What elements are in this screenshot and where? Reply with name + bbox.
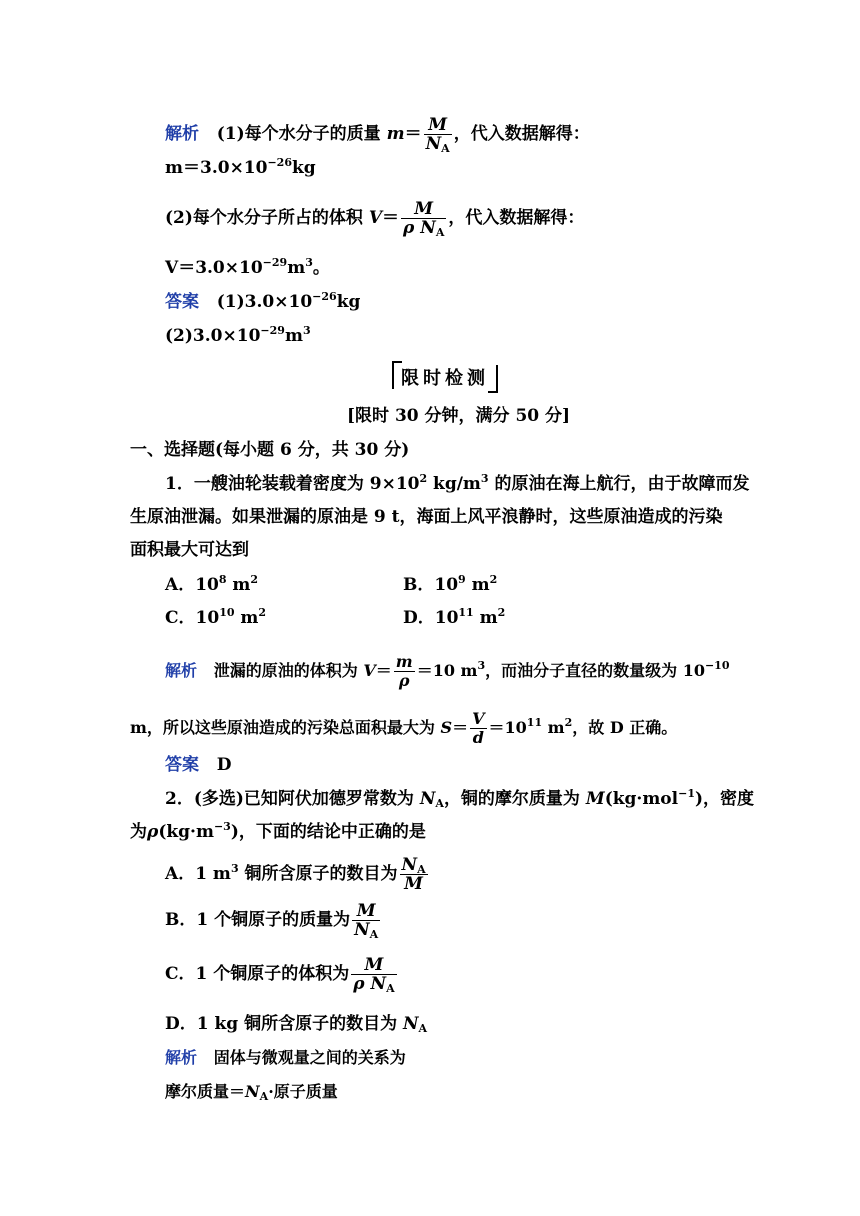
section-title-box — [392, 361, 498, 391]
time-limit: [限时 30 分钟，满分 50 分] — [347, 406, 571, 426]
q2-option-b: B．1 个铜原子的质量为 $\frac{M}{N_A}$ — [165, 901, 379, 941]
q1-line-2: 生原油泄漏。如果泄漏的原油是 9 t，海面上风平浪静时，这些原油造成的污染 — [130, 507, 723, 527]
q2-option-d: D．1 kg 铜所含原子的数目为 $N_A$ — [165, 1014, 428, 1035]
q2-option-c: C．1 个铜原子的体积为 $\frac{M}{\rho N_A}$ — [165, 955, 395, 995]
q1-line-3: 面积最大可达到 — [130, 540, 249, 560]
q2-line-2: 为$\rho(kg\cdot m^{-3})$，下面的结论中正确的是 — [130, 820, 426, 842]
part-heading: 一、选择题(每小题 6 分，共 30 分) — [130, 440, 410, 460]
fraction: $\frac{M}{\rho N_A}$ — [353, 955, 395, 995]
fraction: $\frac{N_A}{M}$ — [401, 855, 426, 894]
analysis-label: 解析 — [165, 661, 198, 680]
answer-1-line-1: 答案 $(1)3.0\times 10^{-26}kg$ — [165, 290, 361, 312]
q1-option-b: B．$10^9$ $m^2$ — [403, 573, 498, 595]
q2-analysis-line-1: 解析 固体与微观量之间的关系为 — [165, 1048, 406, 1067]
q2-analysis-line-2: 摩尔质量$=N_A\cdot$原子质量 — [165, 1082, 338, 1103]
fraction: $\frac{M}{N_A}$ — [354, 901, 379, 941]
section-title: 限时检测 — [401, 368, 489, 389]
fraction: $\frac{m}{\rho}$ — [395, 652, 413, 690]
answer-label: 答案 — [165, 755, 199, 775]
q1-option-d: D．$10^{11}$ $m^2$ — [403, 606, 506, 628]
analysis-label: 解析 — [165, 124, 199, 144]
q1-answer: 答案 D — [165, 755, 232, 775]
fraction: $\frac{M}{\rho N_A}$ — [403, 199, 445, 239]
analysis-1-line-2: (2)每个水分子所占的体积 V＝ $\frac{M}{\rho N_A}$ ，代入数据解得： — [165, 199, 585, 239]
fraction: $\frac{V}{d}$ — [472, 709, 485, 747]
q1-option-a: A．$10^8$ $m^2$ — [165, 573, 259, 595]
answer-label: 答案 — [165, 292, 199, 312]
analysis-1-result-1: $m=3.0\times 10^{-26}kg$ — [165, 156, 316, 178]
analysis-label: 解析 — [165, 1048, 198, 1067]
answer-1-line-2: $(2)3.0\times 10^{-29}m^3$ — [165, 324, 311, 346]
analysis-1-result-2: $V=3.0\times 10^{-29}m^3$。 — [165, 256, 330, 278]
q1-option-c: C．$10^{10}$ $m^2$ — [165, 606, 267, 628]
analysis-1-line-1: 解析 (1)每个水分子的质量 m＝ $\frac{M}{N_A}$ ，代入数据解得： — [165, 115, 590, 155]
q1-line-1: 1．一艘油轮装载着密度为 $9\times 10^2$ $kg/m^3$ 的原油在海上航行，由于故障而发 — [165, 472, 750, 494]
q1-analysis-line-1: 解析 泄漏的原油的体积为 V＝ $\frac{m}{\rho}$ ＝10 $m^3$，而油分子直径的数量级为 $10^{-10}$ — [165, 652, 730, 690]
q1-analysis-line-2: m，所以这些原油造成的污染总面积最大为 S＝ $\frac{V}{d}$ $=10^{11}$ $m^2$，故 D 正确。 — [130, 709, 678, 747]
q2-option-a: A．1 $m^3$ 铜所含原子的数目为 $\frac{N_A}{M}$ — [165, 855, 426, 894]
fraction: $\frac{M}{N_A}$ — [425, 115, 450, 155]
q2-line-1: 2．(多选)已知阿伏加德罗常数为 $N_A$，铜的摩尔质量为 M(kg·mol$^{-1}$)，密度 — [165, 787, 755, 810]
